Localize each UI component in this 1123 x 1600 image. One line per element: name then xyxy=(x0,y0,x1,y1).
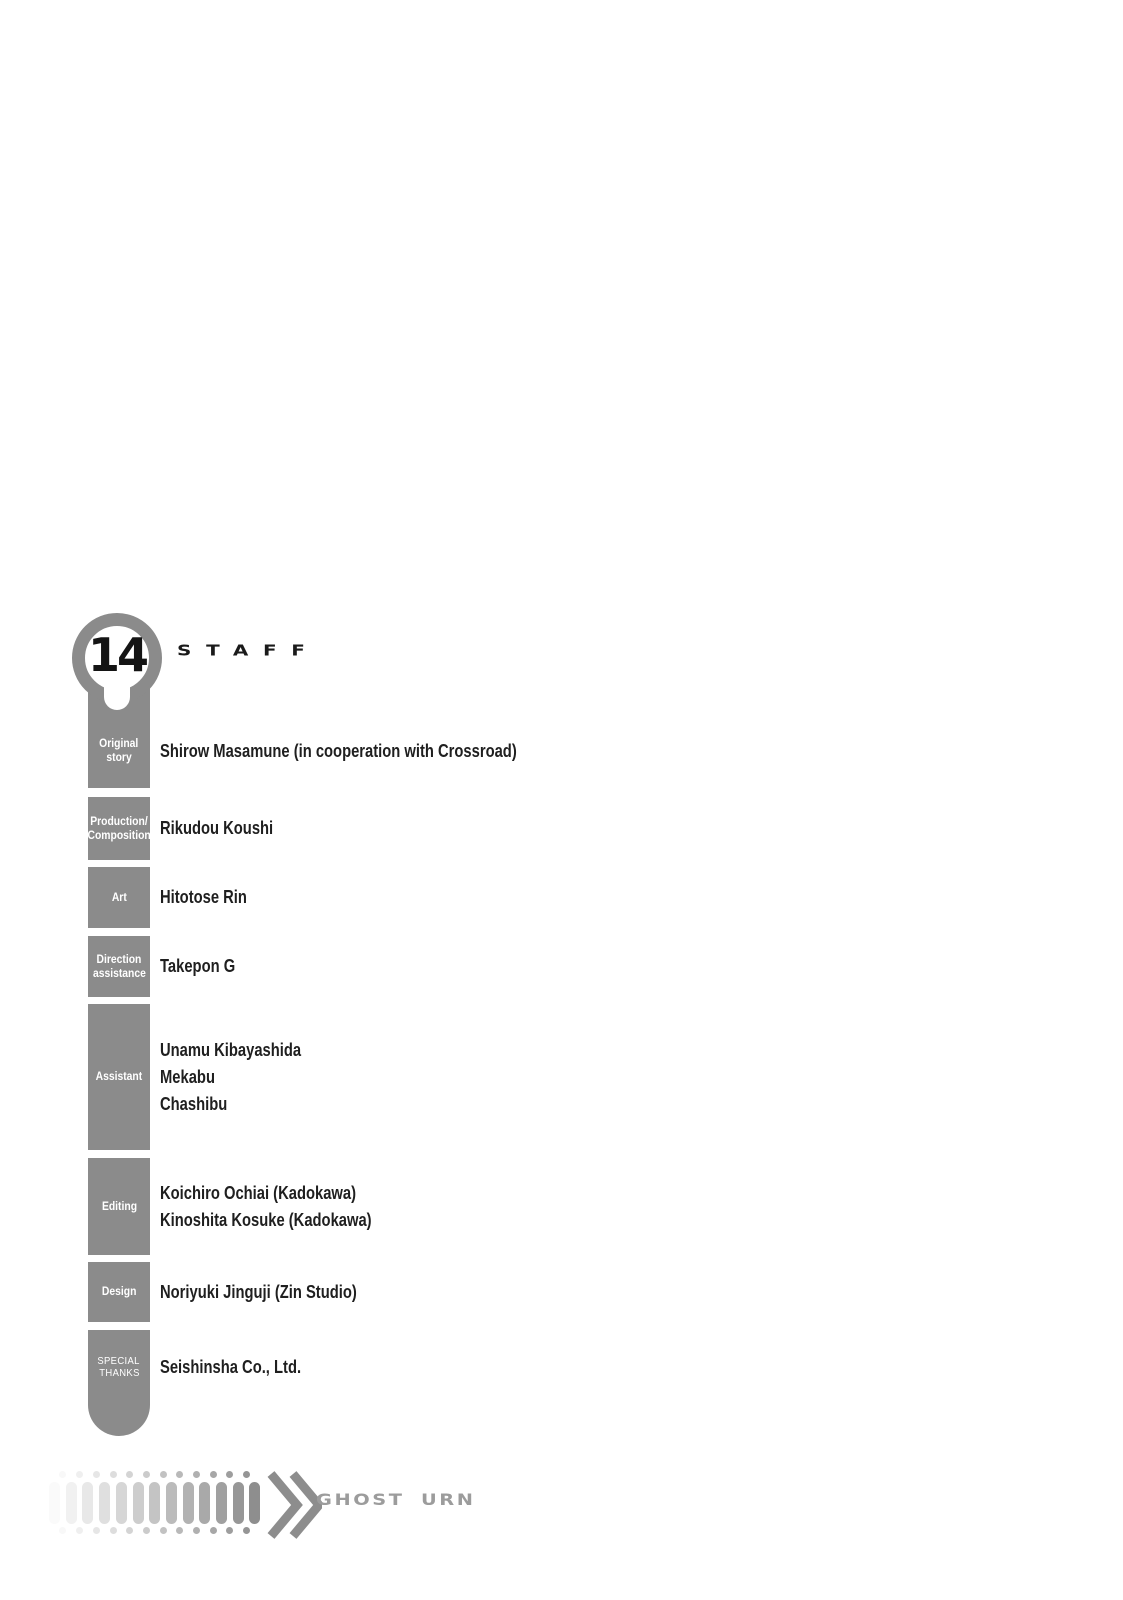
credit-names xyxy=(160,867,247,928)
credit-name: Koichiro Ochiai (Kadokawa) xyxy=(160,1182,357,1203)
fade-dot xyxy=(226,1527,233,1534)
role-line: Assistant xyxy=(95,1071,143,1083)
fade-pill xyxy=(116,1482,127,1524)
credit-row-design xyxy=(88,1262,400,1322)
fade-pill xyxy=(149,1482,160,1524)
fade-dot xyxy=(210,1527,217,1534)
fade-pill xyxy=(249,1482,260,1524)
role-line: Production/ xyxy=(90,815,148,828)
fade-pill xyxy=(199,1482,210,1524)
credit-names xyxy=(160,1004,301,1150)
fade-dot xyxy=(176,1527,183,1534)
role-line: story xyxy=(106,752,132,764)
credit-row-assistant xyxy=(88,1004,332,1150)
credit-row-direction-assistance xyxy=(88,936,252,997)
fade-dot xyxy=(210,1471,217,1478)
credit-name: Noriyuki Jinguji (Zin Studio) xyxy=(160,1281,357,1302)
fade-dot xyxy=(76,1471,83,1478)
page-title: STAFF xyxy=(177,642,320,660)
fade-dot xyxy=(176,1471,183,1478)
credit-name: Chashibu xyxy=(160,1093,228,1114)
credit-name: Takepon G xyxy=(160,956,236,976)
credit-names xyxy=(160,1330,301,1436)
fade-dot xyxy=(160,1527,167,1534)
role-line: Direction xyxy=(96,953,142,966)
fade-pill xyxy=(99,1482,110,1524)
fade-dot xyxy=(193,1471,200,1478)
credit-row-art xyxy=(88,867,266,928)
credit-names xyxy=(160,797,273,860)
credit-names xyxy=(160,1158,372,1255)
role-label xyxy=(88,1004,150,1150)
fade-pill xyxy=(49,1482,60,1524)
fade-pill xyxy=(233,1482,244,1524)
double-chevron-icon xyxy=(264,1470,322,1540)
fade-dot xyxy=(76,1527,83,1534)
credit-name: Seishinsha Co., Ltd. xyxy=(160,1357,302,1377)
role-line: Design xyxy=(101,1286,137,1298)
fade-dot xyxy=(59,1471,66,1478)
fade-dot xyxy=(143,1527,150,1534)
fade-dot xyxy=(126,1527,133,1534)
fade-dot xyxy=(93,1527,100,1534)
credit-name: Rikudou Koushi xyxy=(160,818,274,838)
fade-dot xyxy=(243,1471,250,1478)
role-label xyxy=(88,1330,150,1436)
role-label xyxy=(88,1262,150,1322)
credit-names xyxy=(160,700,517,788)
credit-row-editing xyxy=(88,1158,418,1255)
fade-dot xyxy=(93,1471,100,1478)
role-label xyxy=(88,1158,150,1255)
fade-pill xyxy=(133,1482,144,1524)
role-line: Original xyxy=(99,738,139,750)
fade-dot xyxy=(160,1471,167,1478)
credit-name: Unamu Kibayashida xyxy=(160,1039,302,1060)
role-line: THANKS xyxy=(98,1366,140,1379)
fade-dot xyxy=(110,1471,117,1478)
fade-dot xyxy=(193,1527,200,1534)
fade-pill xyxy=(166,1482,177,1524)
role-line: assistance xyxy=(92,967,146,980)
fade-dot xyxy=(59,1527,66,1534)
role-line: Art xyxy=(111,891,127,904)
credit-name: Mekabu xyxy=(160,1066,215,1087)
fade-dot xyxy=(126,1471,133,1478)
credit-name: Kinoshita Kosuke (Kadokawa) xyxy=(160,1209,372,1230)
role-label xyxy=(88,936,150,997)
role-line: Composition xyxy=(87,829,151,842)
credit-name: Shirow Masamune (in cooperation with Crossroad) xyxy=(160,740,517,761)
fade-dot xyxy=(243,1527,250,1534)
fade-pill xyxy=(216,1482,227,1524)
chapter-number: 14 xyxy=(87,628,146,682)
credit-name: Hitotose Rin xyxy=(160,887,247,907)
role-line: Editing xyxy=(101,1200,137,1213)
fade-dot xyxy=(143,1471,150,1478)
credit-row-special-thanks xyxy=(88,1330,332,1436)
credit-names xyxy=(160,936,235,997)
role-label xyxy=(88,867,150,928)
fade-pill xyxy=(183,1482,194,1524)
ghost-urn-logo: GHOST URN xyxy=(316,1491,476,1510)
credit-row-production xyxy=(88,797,298,860)
fade-pill xyxy=(82,1482,93,1524)
credit-row-original-story xyxy=(88,700,595,788)
fade-dot xyxy=(226,1471,233,1478)
role-line: SPECIAL xyxy=(97,1355,141,1367)
fade-pill xyxy=(66,1482,77,1524)
credit-names xyxy=(160,1262,357,1322)
role-label xyxy=(88,797,150,860)
fade-dot xyxy=(110,1527,117,1534)
